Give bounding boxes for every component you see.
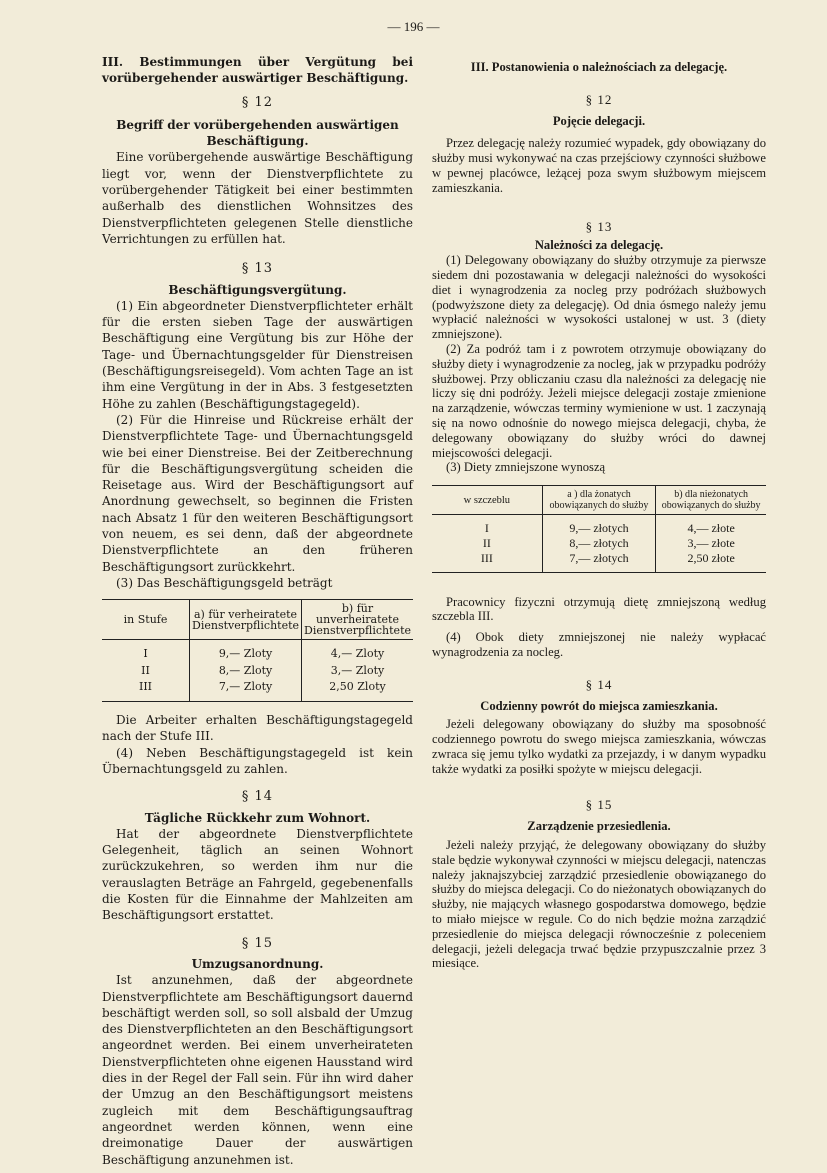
- table-row: [102, 663, 413, 679]
- section-13-p3-de: (3) Das Beschäftigungsgeld beträgt: [116, 575, 333, 590]
- table-row: [102, 640, 413, 663]
- table-cell: 7,— złotych: [542, 551, 656, 572]
- table-row: [102, 679, 413, 702]
- table-cell: III: [432, 551, 542, 572]
- table-cell: 7,— Zloty: [190, 679, 302, 702]
- polish-column: [432, 60, 766, 971]
- table-header-married-pl: a ) dla żonatych obowiązanych do służby: [542, 486, 656, 515]
- table-cell: II: [482, 535, 491, 550]
- table-cell: 4,— Zloty: [302, 640, 413, 663]
- section-14-text-pl: Jeżeli delegowany obowiązany do służby ma sposobność codziennego powrotu do swego miejsca zamieszkania, wówczas zwraca się jemu tylko wydatki za przejazdy, i w danym wypadku także wydatki za posiłki spożyte w miejscu delegacji.: [432, 717, 766, 776]
- table-cell: 3,— Zloty: [302, 663, 413, 679]
- section-14-title-de: Tägliche Rückkehr zum Wohnort.: [144, 810, 371, 825]
- table-row: [432, 515, 766, 536]
- section-13-p3-pl: (3) Diety zmniejszone wynoszą: [446, 460, 606, 475]
- section-15-text-pl: Jeżeli należy przyjąć, że delegowany obowiązany do służby stale będzie wykonywał czynności w miejscu delegacji, natenczas należy jaknajszybciej zarządzić przesiedlenie obowiązanego do służby do miejsca delegacji. Co do nieżonatych obowiązanych do służby, nie mających własnego gospodarstwa domowego, będzie to miało miejsce w regule. Co do nich będzie można zarządzić przesiedlenie do miejsca delegacji równocześnie z poleceniem delegacji, jeżeli delegacja trwać będzie przypuszczalnie przez 3 miesiące.: [432, 838, 766, 971]
- section-14-text-de: Hat der abgeordnete Dienstverpflichtete Gelegenheit, täglich an seinen Wohnort zurückzukehren, so werden ihm nur die verauslagten Beträge an Fahrgeld, gegebenenfalls die Kosten für die Einnahme der Mahlzeiten am Beschäftigungsort erstattet.: [102, 826, 413, 923]
- table-header-unmarried-de: b) für unverheiratete Dienstverpflichtete: [302, 600, 413, 640]
- section-14-number-de: § 14: [241, 789, 274, 805]
- section-12-title-pl: Pojęcie delegacji.: [552, 113, 646, 128]
- table-cell: III: [102, 679, 190, 702]
- page-number: — 196 —: [387, 19, 440, 34]
- section-15-title-de: Umzugsanordnung.: [191, 956, 324, 971]
- table-cell: 2,50 Zloty: [302, 679, 413, 702]
- section-12-text-de: Eine vorübergehende auswärtige Beschäftigung liegt vor, wenn der Dienstverpflichtete zu vorübergehender Tätigkeit bei einer bestimmten außerhalb des dienstlichen Wohnsitzes des Dienstverpflichteten gelegenen Stelle dienstliche Verrichtungen zu erfüllen hat.: [102, 150, 413, 246]
- table-cell: I: [143, 647, 148, 661]
- table-header-stufe-de: in Stufe: [102, 600, 190, 640]
- table-cell: 4,— złote: [656, 515, 766, 536]
- table-cell: II: [141, 663, 150, 677]
- section-14-title-pl: Codzienny powrót do miejsca zamieszkania.: [480, 698, 718, 713]
- table-cell: I: [484, 521, 489, 536]
- table-row: [432, 551, 766, 572]
- section-13-title-pl: Należności za delegację.: [534, 238, 664, 253]
- after-table-text-2-de: (4) Neben Beschäftigungstagegeld ist kein Übernachtungsgeld zu zahlen.: [102, 745, 413, 776]
- after-table-text-1-pl: Pracownicy fizyczni otrzymują dietę zmniejszoną według szczebla III.: [432, 594, 766, 624]
- table-cell: 8,— złotych: [542, 536, 656, 551]
- part-title-de: III. Bestimmungen über Vergütung bei vorübergehender auswärtiger Beschäftigung.: [102, 55, 413, 86]
- german-column: [102, 54, 413, 1168]
- section-13-p2-de: (2) Für die Hinreise und Rückreise erhält der Dienstverpflichtete Tage- und Übernachtungsgeld wie bei einer Dienstreise. Bei der Zeitberechnung für die Beschäftigungsvergütung scheiden die Reisetage aus. Wird der Beschäftigungsort auf Anordnung gewechselt, so beginnen die Fristen nach Absatz 1 für den weiteren Beschäftigungsort von neuem, es sei denn, daß der abgeordnete Dienstverpflichtete an den früheren Beschäftigungsort zurückkehrt.: [102, 412, 413, 574]
- allowance-table-de: [102, 599, 413, 702]
- allowance-table-pl: [432, 485, 766, 572]
- section-15-text-de: Ist anzunehmen, daß der abgeordnete Dienstverpflichtete am Beschäftigungsort dauernd beschäftigt werden soll, so soll alsbald der Umzug des Dienstverpflichteten an den Beschäftigungsort angeordnet werden. Bei einem unverheirateten Dienstverpflichteten ohne eigenen Hausstand wird dies in der Regel der Fall sein. Für ihn wird daher der Umzug an den Beschäftigungsort meistens zugleich mit dem Beschäftigungsauftrag angeordnet werden können, wenn eine dreimonatige Dauer der auswärtigen Beschäftigung anzunehmen ist.: [102, 973, 413, 1167]
- table-cell: 8,— Zloty: [190, 663, 302, 679]
- section-15-number-de: § 15: [241, 935, 274, 951]
- section-12-number-pl: § 12: [585, 91, 613, 107]
- section-15-title-pl: Zarządzenie przesiedlenia.: [527, 819, 671, 834]
- table-cell: 9,— złotych: [542, 515, 656, 536]
- section-15-number-pl: § 15: [585, 797, 613, 813]
- table-header-szczebel-pl: w szczeblu: [432, 486, 542, 515]
- table-header-unmarried-pl: b) dla nieżonatych obowiązanych do służby: [656, 486, 766, 515]
- table-cell: 2,50 złote: [656, 551, 766, 572]
- section-13-p1-pl: (1) Delegowany obowiązany do służby otrzymuje za pierwsze siedem dni pozostawania w delegacji należności do wysokości diet i wynagrodzenia za nocleg przy podróżach służbowych (podwyższone diety za delegację). Od dnia ósmego należy jemu wypłacić należności w wysokości ustalonej w ust. 3 (diety zmniejszone).: [432, 253, 766, 342]
- table-header-married-de: a) für verheiratete Dienstverpflichtete: [190, 600, 302, 640]
- section-13-title-de: Beschäftigungsvergütung.: [168, 282, 347, 297]
- section-13-p1-de: (1) Ein abgeordneter Dienstverpflichteter erhält für die ersten sieben Tage der auswärtigen Beschäftigung eine Vergütung bis zur Höhe der Tage- und Übernachtungsgelder für Dienstreisen (Beschäftigungsreisegeld). Vom achten Tage an ist ihm eine Vergütung in der in Abs. 3 festgesetzten Höhe zu zahlen (Beschäftigungstagegeld).: [102, 298, 413, 411]
- after-table-text-2-pl: (4) Obok diety zmniejszonej nie należy wypłacać wynagrodzenia za nocleg.: [432, 630, 766, 659]
- section-13-number-pl: § 13: [585, 218, 613, 234]
- after-table-text-1-de: Die Arbeiter erhalten Beschäftigungstagegeld nach der Stufe III.: [102, 713, 413, 744]
- part-title-pl: III. Postanowienia o należnościach za delegację.: [470, 60, 728, 74]
- section-13-p2-pl: (2) Za podróż tam i z powrotem otrzymuje obowiązany do służby diety i wynagrodzenie za nocleg, jak w przypadku podróży służbowej. Przy obliczaniu czasu dla należności za delegację nie liczy się dni podróży. Jeżeli miejsce delegacji zostaje zmienione na zarządzenie, wówczas terminy wymienione w ust. 1 zaczynają się na nowo odnośnie do nowego miejsca delegacji, chyba, że delegowany obowiązany do służby wróci do dawnej miejscowości delegacji.: [432, 341, 766, 460]
- table-row: [432, 536, 766, 551]
- section-13-number-de: § 13: [241, 261, 274, 277]
- section-12-number-de: § 12: [241, 94, 274, 110]
- table-cell: 3,— złote: [656, 536, 766, 551]
- table-cell: 9,— Zloty: [190, 640, 302, 663]
- section-14-number-pl: § 14: [585, 676, 613, 692]
- section-12-title-de: Begriff der vorübergehenden auswärtigen Beschäftigung.: [116, 117, 399, 149]
- section-12-text-pl: Przez delegację należy rozumieć wypadek, gdy obowiązany do służby musi wykonywać na czas przejściowy czynności służbowe w pewnej placówce, leżącej poza swym służbowym miejscem zamieszkania.: [432, 136, 766, 195]
